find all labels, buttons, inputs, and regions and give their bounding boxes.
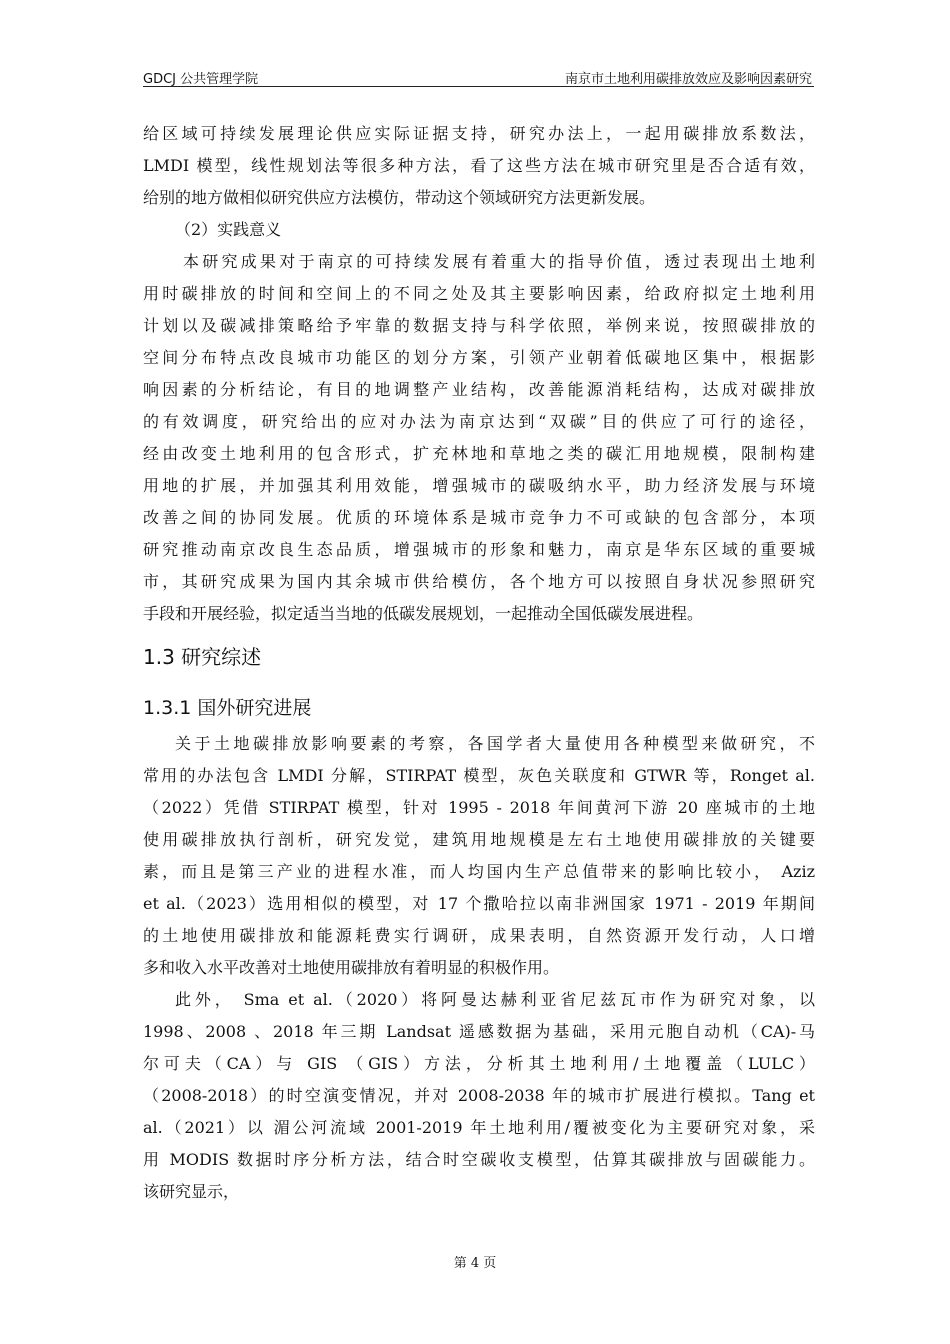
text-line: 该研究显示， (143, 1182, 240, 1201)
text-line: 此外， Sma et al.（2020）将阿曼达赫利亚省尼兹瓦市作为研究对象，以 (175, 990, 815, 1009)
running-header (143, 66, 814, 87)
text-line: 经由改变土地利用的包含形式，扩充林地和草地之类的碳汇用地规模，限制构建 (143, 444, 815, 463)
text-line: al.（2021）以 湄公河流域 2001-2019 年土地利用/覆被变化为主要研究对象，采 (143, 1118, 815, 1137)
document-body (143, 118, 815, 1208)
text-line: 常用的办法包含 LMDI 分解，STIRPAT 模型，灰色关联度和 GTWR 等，Ronget al. (143, 766, 815, 785)
text-line: 研究推动南京改良生态品质，增强城市的形象和魅力，南京是华东区域的重要城 (143, 540, 815, 559)
text-line: 响因素的分析结论，有目的地调整产业结构，改善能源消耗结构，达成对碳排放 (143, 380, 815, 399)
text-line: 的土地使用碳排放和能源耗费实行调研，成果表明，自然资源开发行动，人口增 (143, 926, 815, 945)
text-line: 市，其研究成果为国内其余城市供给模仿，各个地方可以按照自身状况参照研究 (143, 572, 815, 591)
page-number: 第 4 页 (453, 1256, 497, 1271)
text-line: LMDI 模型，线性规划法等很多种方法，看了这些方法在城市研究里是否合适有效， (143, 156, 815, 175)
text-line: 手段和开展经验，拟定适当当地的低碳发展规划，一起推动全国低碳发展进程。 (143, 604, 704, 623)
text-line: 给区域可持续发展理论供应实际证据支持，研究办法上，一起用碳排放系数法， (143, 124, 815, 143)
text-line: 用 MODIS 数据时序分析方法，结合时空碳收支模型，估算其碳排放与固碳能力。 (143, 1150, 815, 1169)
header-left: GDCJ 公共管理学院 (143, 72, 259, 87)
text-line: 用地的扩展，并加强其利用效能，增强城市的碳吸纳水平，助力经济发展与环境 (143, 476, 815, 495)
text-line: 用时碳排放的时间和空间上的不同之处及其主要影响因素，给政府拟定土地利用 (143, 284, 815, 303)
sub-heading: （2）实践意义 (175, 220, 282, 239)
text-line: （2022）凭借 STIRPAT 模型，针对 1995 - 2018 年间黄河下游 20 座城市的土地 (143, 798, 815, 817)
text-line: 1998、2008 、2018 年三期 Landsat 遥感数据为基础，采用元胞自动机（CA)-马 (143, 1022, 815, 1041)
text-line: 素，而且是第三产业的进程水准，而人均国内生产总值带来的影响比较小， Aziz (143, 862, 815, 881)
text-line: 尔可夫（CA）与 GIS （GIS）方法，分析其土地利用/土地覆盖（LULC） (143, 1054, 815, 1073)
header-right: 南京市土地利用碳排放效应及影响因素研究 (564, 72, 812, 87)
text-line: 计划以及碳减排策略给予牢靠的数据支持与科学依照，举例来说，按照碳排放的 (143, 316, 815, 335)
text-line: 多和收入水平改善对土地使用碳排放有着明显的积极作用。 (143, 958, 560, 977)
text-line: et al.（2023）选用相似的模型，对 17 个撒哈拉以南非洲国家 1971 - 2019 年期间 (143, 894, 815, 913)
text-line: 使用碳排放执行剖析，研究发觉，建筑用地规模是左右土地使用碳排放的关键要 (143, 830, 815, 849)
text-line: 改善之间的协同发展。优质的环境体系是城市竞争力不可或缺的包含部分，本项 (143, 508, 815, 527)
text-line: （2008-2018）的时空演变情况，并对 2008-2038 年的城市扩展进行模拟。Tang et (143, 1086, 815, 1105)
subsection-heading: 1.3.1 国外研究进展 (143, 697, 312, 719)
section-heading: 1.3 研究综述 (143, 645, 262, 669)
text-line: 关于土地碳排放影响要素的考察，各国学者大量使用各种模型来做研究，不 (175, 734, 815, 753)
text-line: 的有效调度，研究给出的应对办法为南京达到“双碳”目的供应了可行的途径， (143, 412, 815, 431)
text-line: 空间分布特点改良城市功能区的划分方案，引领产业朝着低碳地区集中，根据影 (143, 348, 815, 367)
text-line: 本研究成果对于南京的可持续发展有着重大的指导价值，透过表现出土地利 (183, 252, 815, 271)
text-line: 给别的地方做相似研究供应方法模仿，带动这个领域研究方法更新发展。 (143, 188, 656, 207)
